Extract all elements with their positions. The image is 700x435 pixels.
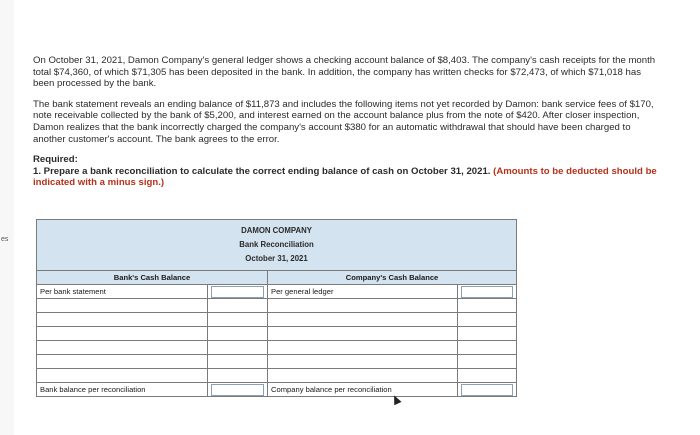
- company-amount-input[interactable]: [458, 299, 517, 313]
- company-amount-input[interactable]: [458, 355, 517, 369]
- required-label: [33, 154, 663, 166]
- company-item-input[interactable]: [268, 327, 458, 341]
- company-item-input[interactable]: [268, 369, 458, 383]
- statement-title: Bank Reconciliation: [239, 240, 314, 249]
- company-balance-per-reconciliation-label: Company balance per reconciliation: [268, 383, 458, 397]
- table-row: [37, 285, 517, 299]
- bank-balance-per-reconciliation-label: Bank balance per reconciliation: [37, 383, 208, 397]
- table-row: [37, 355, 517, 369]
- problem-paragraph-2: The bank statement reveals an ending balance of $11,873 and includes the following items not yet recorded by Damon: bank service fees of $170, note receivable collected by the bank of $5,200, and interest earned on the account balance plus from the note of $420. After closer inspection, Damon realizes that the bank incorrectly charged the company's account $380 for an automatic withdrawal that should have been charged to another customer's account. The bank agrees to the error.: [33, 98, 654, 145]
- table-row: [37, 369, 517, 383]
- column-header-row: [37, 271, 517, 285]
- company-item-input[interactable]: [268, 313, 458, 327]
- bank-statement-amount-input[interactable]: [208, 285, 268, 299]
- company-name: DAMON COMPANY: [241, 226, 312, 235]
- per-bank-statement-label: Per bank statement: [37, 285, 208, 299]
- bank-amount-input[interactable]: [208, 313, 268, 327]
- table-row: [37, 341, 517, 355]
- bank-reconciliation-table: [36, 219, 517, 397]
- company-balance-header: Company's Cash Balance: [268, 271, 517, 285]
- left-edge-strip: [0, 0, 14, 435]
- bank-item-input[interactable]: [37, 355, 208, 369]
- bank-amount-input[interactable]: [208, 369, 268, 383]
- company-item-input[interactable]: [268, 355, 458, 369]
- table-row: [37, 327, 517, 341]
- bank-item-input[interactable]: [37, 327, 208, 341]
- required-heading: Required:: [33, 154, 78, 166]
- table-row: [37, 313, 517, 327]
- reconciliation-header: [37, 220, 517, 271]
- company-reconciled-amount-input[interactable]: [458, 383, 517, 397]
- company-amount-input[interactable]: [458, 327, 517, 341]
- problem-paragraph-1: On October 31, 2021, Damon Company's general ledger shows a checking account balance of $8,403. The company's cash receipts for the month total $74,360, of which $71,305 has been deposited in the bank. In addition, the company has written checks for $72,473, of which $71,018 has been processed by the bank.: [33, 55, 656, 90]
- company-amount-input[interactable]: [458, 369, 517, 383]
- bank-reconciled-amount-input[interactable]: [208, 383, 268, 397]
- per-general-ledger-label: Per general ledger: [268, 285, 458, 299]
- bank-amount-input[interactable]: [208, 327, 268, 341]
- bank-amount-input[interactable]: [208, 355, 268, 369]
- table-row: [37, 299, 517, 313]
- statement-date: October 31, 2021: [245, 254, 308, 263]
- required-note: (Amounts to be deducted should be indicated with a minus sign.): [33, 165, 657, 189]
- general-ledger-amount-input[interactable]: [458, 285, 517, 299]
- bank-amount-input[interactable]: [208, 299, 268, 313]
- bank-balance-header: Bank's Cash Balance: [37, 271, 268, 285]
- bank-item-input[interactable]: [37, 341, 208, 355]
- edge-text: es: [1, 236, 9, 243]
- required-text: 1. Prepare a bank reconciliation to calculate the correct ending balance of cash on October 31, 2021.: [33, 165, 491, 177]
- company-item-input[interactable]: [268, 299, 458, 313]
- bank-amount-input[interactable]: [208, 341, 268, 355]
- problem-text: [33, 55, 663, 189]
- bank-item-input[interactable]: [37, 313, 208, 327]
- company-amount-input[interactable]: [458, 313, 517, 327]
- table-row: [37, 383, 517, 397]
- bank-item-input[interactable]: [37, 299, 208, 313]
- reconciliation-header-row: [37, 220, 517, 271]
- bank-item-input[interactable]: [37, 369, 208, 383]
- required-instructions: [33, 166, 663, 189]
- company-amount-input[interactable]: [458, 341, 517, 355]
- company-item-input[interactable]: [268, 341, 458, 355]
